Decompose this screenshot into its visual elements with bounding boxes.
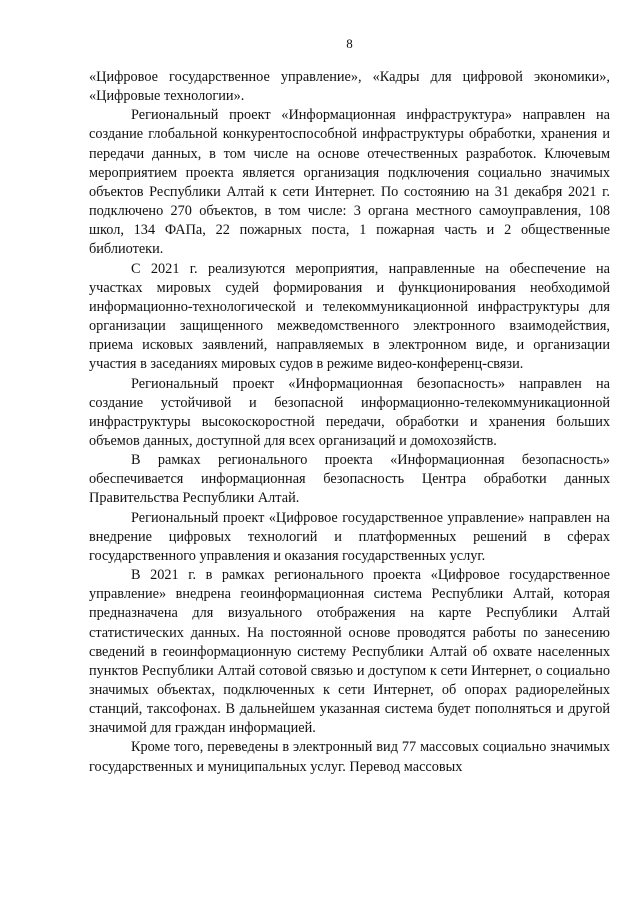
paragraph-digital-government: Региональный проект «Цифровое государственное управление» направлен на внедрение цифровых технологий и платформенных решений в сферах государственного управления и оказания государственных услуг. [89, 509, 610, 564]
paragraph-geoinformation-system: В 2021 г. в рамках регионального проекта «Цифровое государственное управление» внедрена геоинформационная система Республики Алтай, которая предназначена для визуального отображения на карте Республики Алтай статистических данных. На постоянной основе проводятся работы по занесению сведений в геоинформационную систему Республики Алтай об охвате населенных пунктов Республики Алтай сотовой связью и доступом к сети Интернет, о социально значимых объектах, подключенных к сети Интернет, об опорах радиорелейных станций, таксофонах. В дальнейшем указанная система будет пополняться и другой значимой для граждан информацией. [89, 567, 610, 737]
page-number: 8 [346, 36, 353, 51]
paragraph-information-infrastructure: Региональный проект «Информационная инфраструктура» направлен на создание глобальной конкурентоспособной инфраструктуры обработки, хранения и передачи данных, в том числе на основе отечественных разработок. Ключевым мероприятием проекта является организация подключения социально значимых объектов Республики Алтай к сети Интернет. По состоянию на 31 декабря 2021 г. подключено 270 объектов, в том числе: 3 органа местного самоуправления, 108 школ, 134 ФАПа, 22 пожарных поста, 1 пожарная часть и 2 общественные библиотеки. [89, 107, 610, 258]
paragraph-electronic-services: Кроме того, переведены в электронный вид 77 массовых социально значимых государственных и муниципальных услуг. Перевод массовых [89, 739, 610, 775]
document-page [89, 36, 610, 777]
paragraph-magistrate-courts: С 2021 г. реализуются мероприятия, направленные на обеспечение на участках мировых судей формирования и функционирования необходимой информационно-технологической и телекоммуникационной инфраструктуры для организации защищенного межведомственного электронного взаимодействия, приема исковых заявлений, направляемых в электронном виде, и организации участия в заседаниях мировых судов в режиме видео-конференц-связи. [89, 260, 610, 373]
paragraph-intro-continued: «Цифровое государственное управление», «Кадры для цифровой экономики», «Цифровые технологии». [89, 69, 610, 105]
paragraph-information-security: Региональный проект «Информационная безопасность» направлен на создание устойчивой и безопасной информационно-телекоммуникационной инфраструктуры высокоскоростной передачи, обработки и хранения больших объемов данных, доступной для всех организаций и домохозяйств. [89, 375, 610, 449]
paragraph-data-center-security: В рамках регионального проекта «Информационная безопасность» обеспечивается информационная безопасность Центра обработки данных Правительства Республики Алтай. [89, 452, 610, 507]
